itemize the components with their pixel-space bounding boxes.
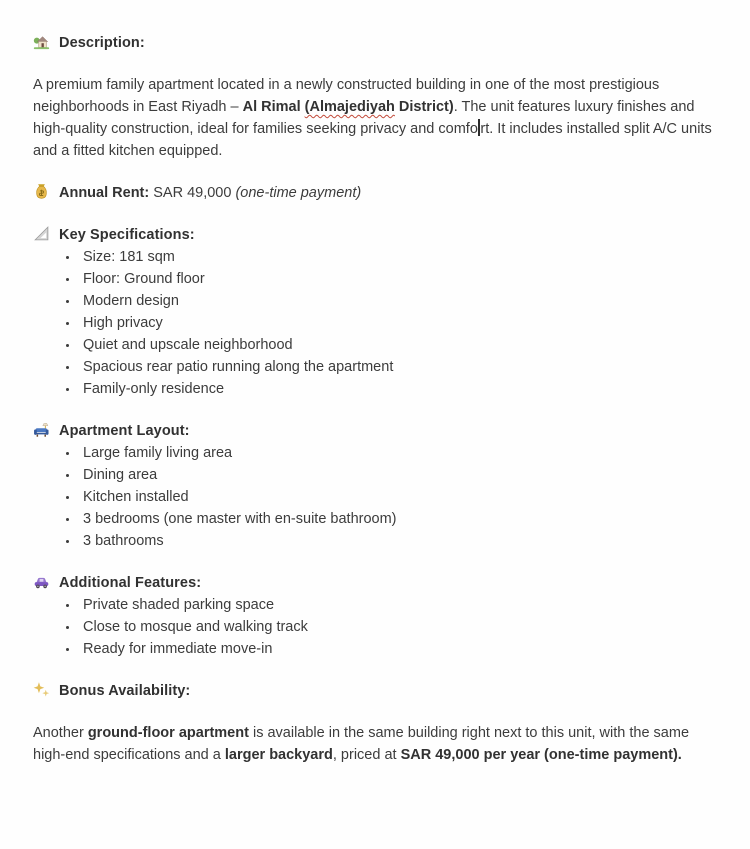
annual-rent-note: (one-time payment) (235, 185, 362, 201)
heading-text: Description: (59, 35, 145, 51)
heading-text: Key Specifications: (59, 227, 195, 243)
key-specifications-list (33, 246, 718, 400)
bold-text: Al Rimal (242, 99, 305, 115)
list-item[interactable]: • Floor: Ground floor (79, 268, 718, 290)
list-item[interactable]: • Kitchen installed (79, 486, 718, 508)
description-text: rt. It includes installed split A/C units and a fitted kitchen equipped. (33, 121, 712, 159)
annual-rent-label: Annual Rent: (59, 185, 150, 201)
list-item[interactable]: • High privacy (79, 312, 718, 334)
list-item[interactable]: • Modern design (79, 290, 718, 312)
list-item[interactable]: • Large family living area (79, 442, 718, 464)
list-item[interactable]: • Ready for immediate move-in (79, 638, 718, 660)
annual-rent-value: SAR 49,000 (149, 185, 236, 201)
list-item[interactable]: • Size: 181 sqm (79, 246, 718, 268)
list-item[interactable]: • 3 bathrooms (79, 530, 718, 552)
description-text: A premium family apartment located in a newly constructed building in one of the most prestigious neighborhoods in East Riyadh – (33, 77, 660, 115)
list-item[interactable]: • Close to mosque and walking track (79, 616, 718, 638)
apartment-layout-list (33, 442, 718, 552)
bonus-text: Another (33, 725, 88, 741)
sparkles-icon (33, 681, 50, 698)
list-item[interactable]: • Family-only residence (79, 378, 718, 400)
bonus-text: is available in the same building right next to this unit, with the same high-end specifications and a (33, 725, 690, 763)
section-heading-additional-features[interactable] (33, 572, 718, 594)
heading-text: Apartment Layout: (59, 423, 190, 439)
list-item[interactable]: • Private shaded parking space (79, 594, 718, 616)
list-item[interactable]: • Dining area (79, 464, 718, 486)
heading-text: Additional Features: (59, 575, 202, 591)
bonus-availability-paragraph[interactable] (33, 722, 718, 766)
description-text: . The unit features luxury finishes and high-quality construction, ideal for families seeking privacy and comfo (33, 99, 695, 137)
list-item[interactable]: • 3 bedrooms (one master with en-suite bathroom) (79, 508, 718, 530)
annual-rent-line[interactable] (33, 182, 718, 204)
house-with-garden-icon (33, 33, 50, 50)
bold-text: SAR 49,000 per year (one-time payment). (400, 747, 682, 763)
additional-features-list (33, 594, 718, 660)
triangular-ruler-icon (33, 225, 50, 242)
description-paragraph[interactable] (33, 74, 718, 162)
couch-and-lamp-icon (33, 421, 50, 438)
list-item[interactable]: • Quiet and upscale neighborhood (79, 334, 718, 356)
list-item[interactable]: • Spacious rear patio running along the apartment (79, 356, 718, 378)
section-heading-description[interactable] (33, 32, 718, 54)
heading-text: Bonus Availability: (59, 683, 191, 699)
money-bag-icon (33, 183, 50, 200)
misspelled-word: (Almajediyah (304, 99, 395, 115)
car-icon (33, 573, 50, 590)
bold-text: District) (394, 99, 454, 115)
bonus-text: , priced at (332, 747, 401, 763)
section-heading-bonus-availability[interactable] (33, 680, 718, 702)
bold-text: ground-floor apartment (87, 725, 249, 741)
bold-text: larger backyard (224, 747, 333, 763)
section-heading-apartment-layout[interactable] (33, 420, 718, 442)
section-heading-key-specifications[interactable] (33, 224, 718, 246)
